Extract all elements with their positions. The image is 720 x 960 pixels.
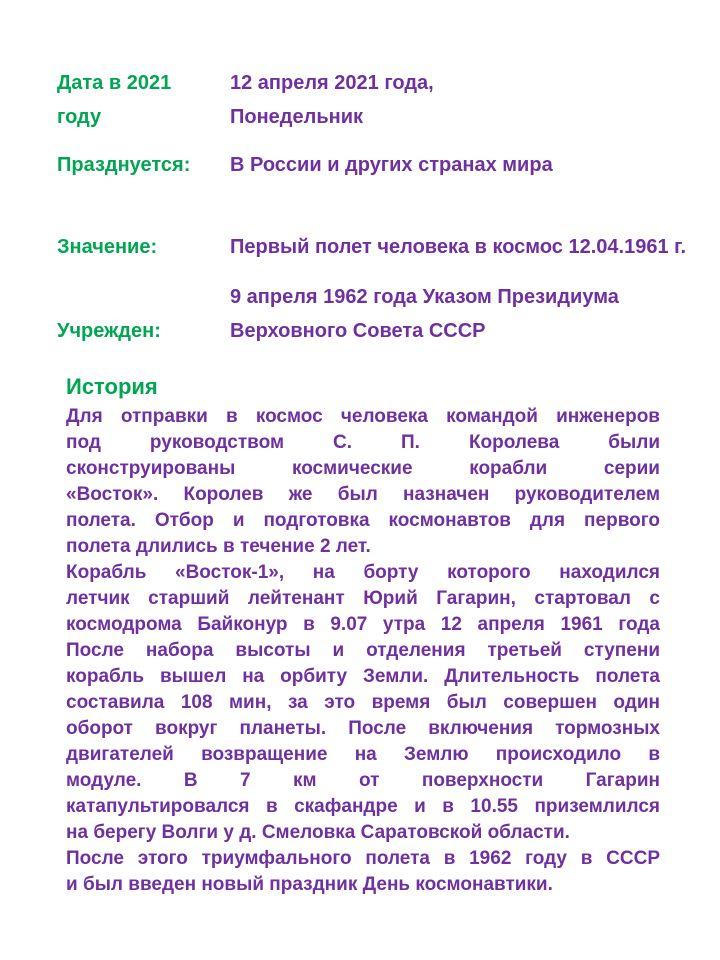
info-label-celebrated (57, 148, 230, 182)
info-row-meaning (57, 230, 720, 264)
history-section (66, 374, 660, 898)
history-line: Для отправки в космос человека командой инженеров (66, 406, 660, 427)
history-line: двигателей возвращение на Землю происходило в (66, 744, 660, 765)
info-label-established (57, 314, 230, 348)
history-line: После этого триумфального полета в 1962 году в СССР (66, 848, 660, 869)
history-line: катапультировался в скафандре и в 10.55 приземлился (66, 796, 660, 817)
info-value-meaning (230, 230, 686, 264)
history-line: оборот вокруг планеты. После включения тормозных (66, 718, 660, 739)
info-row-date (57, 66, 720, 134)
history-line: полета. Отбор и подготовка космонавтов для первого (66, 510, 660, 531)
info-value-line: 12 апреля 2021 года, (230, 72, 434, 94)
info-value-line: 9 апреля 1962 года Указом Президиума (230, 286, 619, 308)
info-label-line: году (57, 106, 102, 128)
history-line: сконструированы космические корабли серии (66, 458, 660, 479)
info-value-line: Первый полет человека в космос 12.04.1961 г. (230, 236, 687, 258)
history-heading: История (66, 374, 158, 399)
info-row-established (57, 280, 720, 348)
info-label-line: Учрежден: (57, 320, 161, 342)
history-line: модуле. В 7 км от поверхности Гагарин (66, 770, 660, 791)
history-line: полета длились в течение 2 лет. (66, 536, 371, 557)
info-value-date (230, 66, 434, 134)
info-value-line: Верховного Совета СССР (230, 320, 486, 342)
info-value-line: Понедельник (230, 106, 363, 128)
history-line: «Восток». Королев же был назначен руководителем (66, 484, 660, 505)
history-line: летчик старший лейтенант Юрий Гагарин, стартовал с (66, 588, 660, 609)
info-label-date (57, 66, 230, 134)
history-line: корабль вышел на орбиту Земли. Длительность полета (66, 666, 660, 687)
history-line: После набора высоты и отделения третьей ступени (66, 640, 660, 661)
info-value-celebrated (230, 148, 553, 182)
history-line: космодрома Байконур в 9.07 утра 12 апреля 1961 года (66, 614, 660, 635)
history-line: на берегу Волги у д. Смеловка Саратовской области. (66, 822, 570, 843)
history-line: и был введен новый праздник День космонавтики. (66, 874, 553, 895)
history-line: Корабль «Восток-1», на борту которого находился (66, 562, 660, 583)
info-label-meaning (57, 230, 230, 264)
info-label-line: Дата в 2021 (57, 72, 172, 94)
info-value-line: В России и других странах мира (230, 154, 553, 176)
history-line: составила 108 мин, за это время был совершен один (66, 692, 660, 713)
holiday-info-table (0, 0, 720, 348)
info-label-line: Празднуется: (57, 154, 191, 176)
info-row-celebrated (57, 148, 720, 182)
history-line: под руководством С. П. Королева были (66, 432, 660, 453)
info-label-line: Значение: (57, 236, 158, 258)
info-value-established (230, 280, 619, 348)
